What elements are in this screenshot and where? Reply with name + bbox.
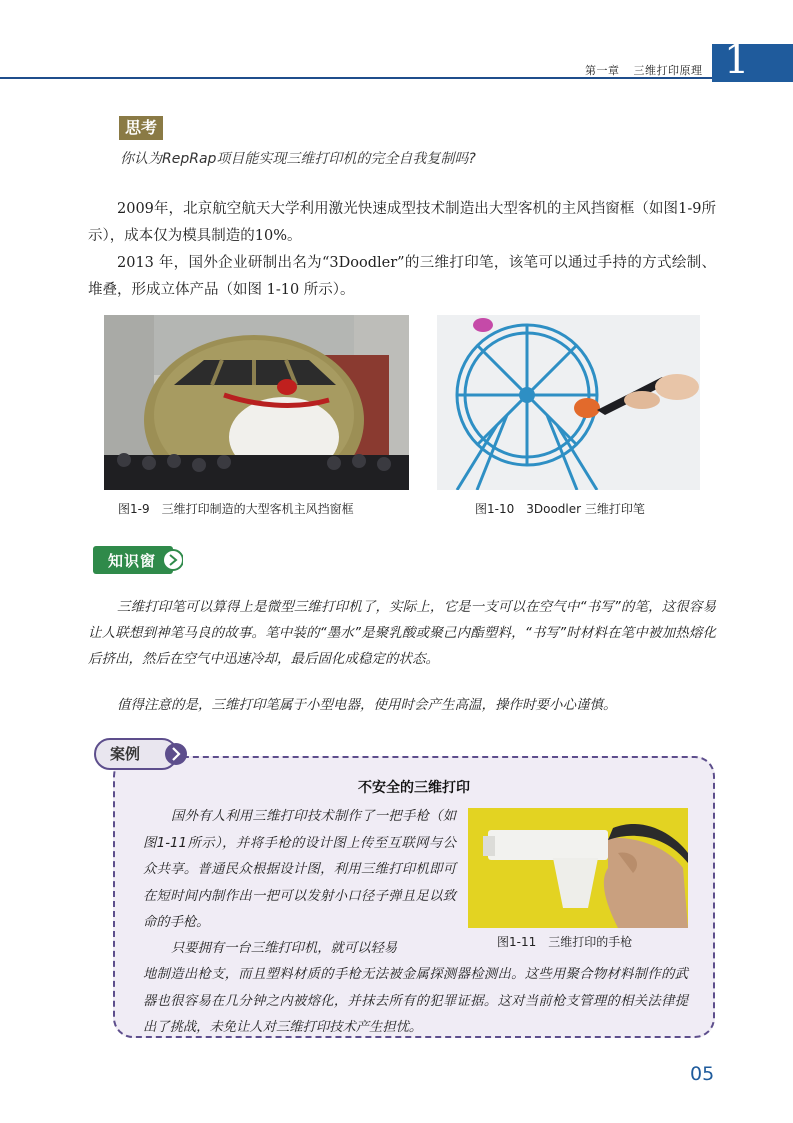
chapter-number: 1 [724,37,750,83]
case-study-tab [94,737,189,771]
case-paragraph-2-rest: 地制造出枪支，而且塑料材质的手枪无法被金属探测器检测出。这些用聚合物材料制作的武器也很容易在几分钟之内被熔化，并抹去所有的犯罪证据。这对当前枪支管理的相关法律提出了挑战，未免让人对三维打印技术产生担忧。 [143,967,688,1035]
fig-1-11-number: 图1-11 [497,935,537,949]
running-header [585,62,703,78]
fig-1-9-number: 图1-9 [118,502,150,516]
figure-airplane-windshield [104,315,409,490]
chapter-title: 三维打印原理 [633,64,703,77]
caption-fig-1-11 [497,933,632,950]
knowledge-paragraph-1: 三维打印笔可以算得上是微型三维打印机了，实际上，它是一支可以在空气中“书写”的笔，这很容易让人联想到神笔马良的故事。笔中装的“墨水”是聚乳酸或聚己内酯塑料，“书写”时材料在笔中被加热熔化后挤出，然后在空气中迅速冷却，最后固化成稳定的状态。 [88,599,716,667]
case-study-label: 案例 [110,745,141,763]
fig-1-11-caption: 三维打印的手枪 [548,935,633,949]
knowledge-window-label: 知识窗 [108,552,157,570]
figure-3d-printed-gun [468,808,688,928]
case-study-title: 不安全的三维打印 [358,780,470,796]
fig-1-10-number: 图1-10 [475,502,515,516]
paragraph-2013: 2013 年，国外企业研制出名为“3Doodler”的三维打印笔，该笔可以通过手持的方式绘制、堆叠，形成立体产品（如图 1-10 所示）。 [88,255,716,298]
think-question: 你认为RepRap项目能实现三维打印机的完全自我复制吗? [120,151,476,167]
chapter-label: 第一章 [585,64,620,77]
think-tag: 思考 [119,116,163,140]
fig-1-10-caption: 3Doodler 三维打印笔 [526,502,645,516]
knowledge-paragraph-2: 值得注意的是，三维打印笔属于小型电器，使用时会产生高温，操作时要小心谨慎。 [117,697,617,713]
paragraph-2009: 2009年，北京航空航天大学利用激光快速成型技术制造出大型客机的主风挡窗框（如图1-9所示），成本仅为模具制造的10%。 [88,201,716,244]
page-number: 05 [690,1063,715,1085]
caption-fig-1-9 [118,500,354,517]
case-paragraph-2-start: 只要拥有一台三维打印机，就可以轻易 [171,941,398,956]
caption-fig-1-10 [475,500,645,517]
figure-3doodler-pen [437,315,700,490]
case-paragraph-1: 国外有人利用三维打印技术制作了一把手枪（如图1-11所示），并将手枪的设计图上传至互联网与公众共享。普通民众根据设计图，利用三维打印机即可在短时间内制作出一把可以发射小口径子弹且足以致命的手枪。 [143,809,456,930]
fig-1-9-caption: 三维打印制造的大型客机主风挡窗框 [161,502,354,516]
